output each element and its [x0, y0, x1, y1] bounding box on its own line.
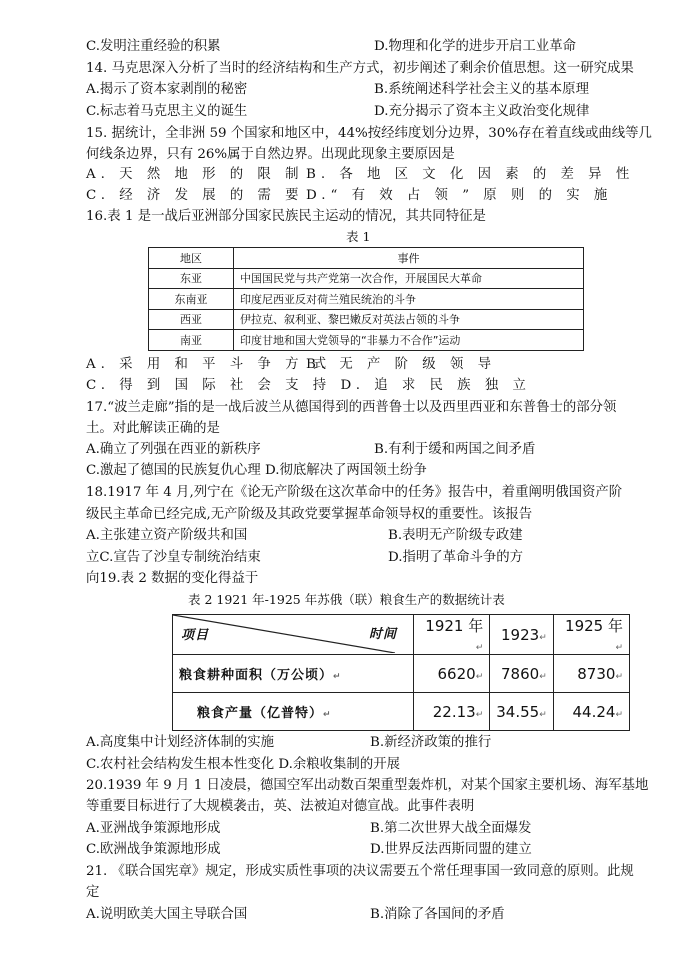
- q17-stem-line1: 17.“波兰走廊”指的是一战后波兰从德国得到的西普鲁士以及西里西亚和东普鲁士的部分领: [86, 400, 617, 415]
- table2-row-label: 粮食产量（亿普特）↵: [173, 693, 414, 731]
- table2-cell: 8730↵: [553, 655, 629, 693]
- table1: [148, 247, 584, 351]
- q14-stem: 14. 马克思深入分析了当时的经济结构和生产方式，初步阐述了剩余价值思想。这一研究成果: [86, 61, 634, 76]
- table2-year: 1923↵: [490, 615, 554, 655]
- table-row: [149, 330, 584, 351]
- table1-event: 印度尼西亚反对荷兰殖民统治的斗争: [234, 289, 584, 310]
- table1-region: 西亚: [149, 309, 234, 330]
- table1-region: 东南亚: [149, 289, 234, 310]
- q21-option-b: B.消除了各国间的矛盾: [370, 907, 505, 922]
- q14-option-b: B.系统阐述科学社会主义的基本原理: [374, 82, 589, 97]
- q19-option-b: B.新经济政策的推行: [370, 735, 492, 750]
- table2-corner-col-label: 时间: [368, 627, 397, 642]
- q16-stem: 16.表 1 是一战后亚洲部分国家民族民主运动的情况，其共同特征是: [86, 209, 486, 224]
- q15-option-b: B. 各 地 区 文 化 因 素 的 差 异 性: [306, 167, 635, 182]
- q15-stem-line2: 何线条边界，只有 26%属于自然边界。出现此现象主要原因是: [86, 147, 455, 162]
- q14-option-c: C.标志着马克思主义的诞生: [86, 104, 248, 119]
- table2-corner-cell: [173, 615, 414, 655]
- table-row: [173, 693, 630, 731]
- table2-cell: 22.13↵: [414, 693, 490, 731]
- table1-region: 南亚: [149, 330, 234, 351]
- q15-stem-line1: 15. 据统计，全非洲 59 个国家和地区中，44%按经纬度划分边界，30%存在着直线或曲线等几: [86, 126, 652, 141]
- q18-stem-line2: 级民主革命已经完成,无产阶级及其政党要掌握革命领导权的重要性。该报告: [86, 507, 533, 522]
- table-row: [149, 289, 584, 310]
- table2-corner-row-label: 项目: [181, 628, 210, 643]
- table2-header-row: [173, 615, 630, 655]
- table2-row-label: 粮食耕种面积（万公顷）↵: [173, 655, 414, 693]
- q18-option-b: B.表明无产阶级专政建: [388, 528, 523, 543]
- table2-year: 1921 年↵: [414, 615, 490, 655]
- table-row: [149, 309, 584, 330]
- table2-cell: 34.55↵: [490, 693, 554, 731]
- q15-option-c: C. 经 济 发 展 的 需 要: [86, 188, 304, 203]
- q15-option-d: D.“ 有 效 占 领 ” 原 则 的 实 施: [306, 188, 613, 203]
- q20-option-c: C.欧洲战争策源地形成: [86, 842, 221, 857]
- table1-event: 印度甘地和国大党领导的“非暴力不合作”运动: [234, 330, 584, 351]
- table1-header-event: 事件: [234, 248, 584, 269]
- table1-header-row: [149, 248, 584, 269]
- q17-option-cd: C.激起了德国的民族复仇心理 D.彻底解决了两国领土纷争: [86, 463, 427, 478]
- q20-option-b: B.第二次世界大战全面爆发: [370, 821, 532, 836]
- q18-option-a: A.主张建立资产阶级共和国: [86, 528, 248, 543]
- q17-stem-line2: 土。对此解读正确的是: [86, 421, 220, 436]
- q20-stem-line2: 等重要目标进行了大规模袭击，英、法被迫对德宣战。此事件表明: [86, 799, 475, 814]
- q19-stem: 向19.表 2 数据的变化得益于: [86, 571, 259, 586]
- q19-option-a: A.高度集中计划经济体制的实施: [86, 735, 275, 750]
- q20-option-a: A.亚洲战争策源地形成: [86, 821, 221, 836]
- table1-event: 中国国民党与共产党第一次合作，开展国民大革命: [234, 268, 584, 289]
- table1-event: 伊拉克、叙利亚、黎巴嫩反对英法占领的斗争: [234, 309, 584, 330]
- q21-stem-line2: 定: [86, 885, 100, 900]
- q20-stem-line1: 20.1939 年 9 月 1 日凌晨，德国空军出动数百架重型轰炸机，对某个国家主要机场、海军基地: [86, 778, 649, 793]
- q21-option-a: A.说明欧美大国主导联合国: [86, 907, 248, 922]
- table1-header-region: 地区: [149, 248, 234, 269]
- q21-stem-line1: 21. 《联合国宪章》规定，形成实质性事项的决议需要五个常任理事国一致同意的原则。此规: [86, 864, 634, 879]
- table2-cell: 44.24↵: [553, 693, 629, 731]
- q13-option-d: D.物理和化学的进步开启工业革命: [374, 39, 576, 54]
- q18-stem-line1: 18.1917 年 4 月,列宁在《论无产阶级在这次革命中的任务》报告中，着重阐明俄国资产阶: [86, 485, 623, 500]
- table2-year: 1925 年↵: [553, 615, 629, 655]
- table2-cell: 7860↵: [490, 655, 554, 693]
- q15-option-a: A. 天 然 地 形 的 限 制: [86, 167, 304, 182]
- q16-option-a: A. 采 用 和 平 斗 争 方 式: [86, 357, 332, 372]
- table1-region: 东亚: [149, 268, 234, 289]
- table2: [172, 614, 630, 731]
- q13-option-c: C.发明注重经验的积累: [86, 39, 221, 54]
- table2-cell: 6620↵: [414, 655, 490, 693]
- q19-option-cd: C.农村社会结构发生根本性变化 D.余粮收集制的开展: [86, 757, 400, 772]
- table1-caption: 表 1: [346, 229, 371, 244]
- table-row: [149, 268, 584, 289]
- q14-option-a: A.揭示了资本家剥削的秘密: [86, 82, 248, 97]
- q17-option-a: A.确立了列强在西亚的新秩序: [86, 442, 261, 457]
- q16-option-cd: C. 得 到 国 际 社 会 支 持 D. 追 求 民 族 独 立: [86, 378, 531, 393]
- q18-option-c: 立C.宣告了沙皇专制统治结束: [86, 550, 261, 565]
- q20-option-d: D.世界反法西斯同盟的建立: [370, 842, 532, 857]
- q14-option-d: D.充分揭示了资本主义政治变化规律: [374, 104, 590, 119]
- q17-option-b: B.有利于缓和两国之间矛盾: [374, 442, 536, 457]
- table2-caption: 表 2 1921 年-1925 年苏俄（联）粮食生产的数据统计表: [188, 592, 505, 607]
- table-row: [173, 655, 630, 693]
- q16-option-b: B. 无 产 阶 级 领 导: [306, 357, 496, 372]
- q18-option-d: D.指明了革命斗争的方: [388, 550, 524, 565]
